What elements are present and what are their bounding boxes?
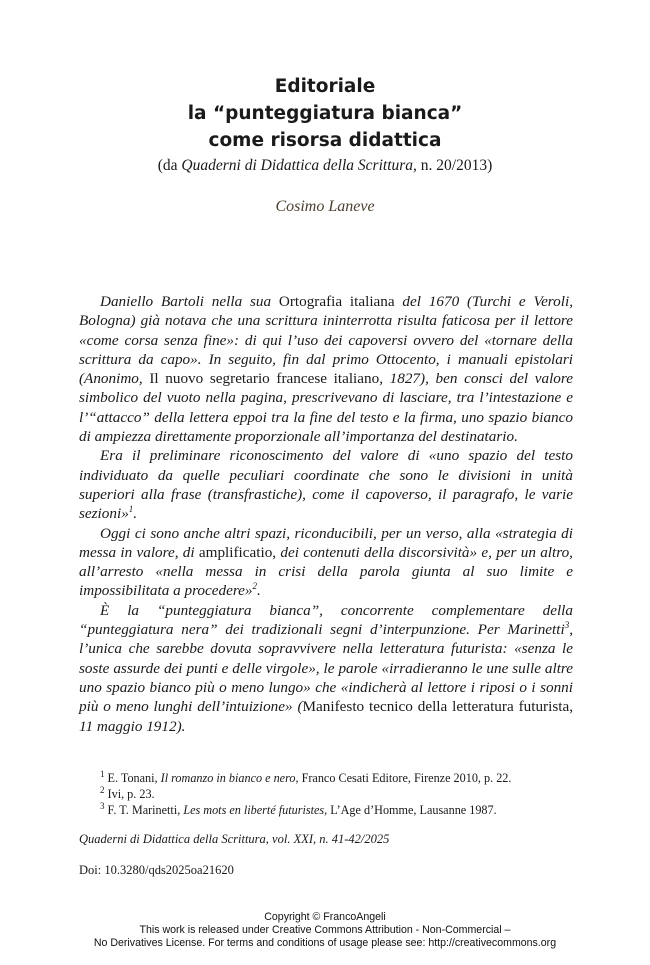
p1-text-c: del 1670 (Turchi e Veroli, Bologna) già notava che una scrittura ininterrotta risulta faticosa per il lettore «come corsa senza fine»: di qui l’uso dei capoversi ovvero del «tornare della scrittura da capo». In seguito, fin dal primo Ottocento, i manuali epistolari (Anonimo, bbox=[79, 293, 573, 388]
p1-text-e: 1827), ben consci del valore simbolico del vuoto nella pagina, prescrivevano di lasciare, tra l’intestazione e l’“attacco” della lettera eppoi tra la fine del testo e la firma, uno spazio bianco di ampiezza direttamente proporzionale all’importanza del destinatario. bbox=[79, 370, 573, 446]
p3-text-c: dei contenuti della discorsività» e, per un altro, all’arresto «nella messa in crisi della parola giunta al suo limite e impossibilitata a procedere» bbox=[79, 543, 573, 600]
p4-text-b: , l’unica che sarebbe dovuta sopravvivere nella letteratura futurista: «senza le soste assurde dei punti e delle virgole», le parole «irradieranno le une sulle altre uno spazio bianco più o meno lungo» che «indicherà al lettore i riposi o i sonni più o meno lunghi dell’intuizione» ( bbox=[79, 621, 573, 716]
footnote-title: Il romanzo in bianco e nero bbox=[160, 771, 296, 785]
footnote-text: E. Tonani, bbox=[104, 771, 161, 785]
footnotes bbox=[100, 770, 580, 818]
footnote-2 bbox=[100, 786, 580, 802]
paragraph-3 bbox=[79, 524, 573, 601]
p3-term-amplificatio: amplificatio, bbox=[198, 543, 277, 561]
footnote-text: , Franco Cesati Editore, Firenze 2010, p. 22. bbox=[295, 771, 512, 785]
p4-text-a: È la “punteggiatura bianca”, concorrente complementare della “punteggiatura nera” dei tradizionali segni d’interpunzione. Per Marinetti bbox=[79, 601, 573, 639]
footnote-ref-2[interactable]: 2 bbox=[252, 581, 258, 592]
footnote-ref-1[interactable]: 1 bbox=[128, 504, 134, 515]
paragraph-1 bbox=[79, 292, 573, 446]
p4-title-manifesto: Manifesto tecnico della letteratura futurista, bbox=[302, 698, 574, 716]
article-body bbox=[79, 292, 573, 736]
source-citation bbox=[0, 156, 650, 176]
footnote-text: Ivi, p. 23. bbox=[104, 787, 155, 801]
title-line-2: la “punteggiatura bianca” bbox=[187, 103, 463, 124]
title-line-1: Editoriale bbox=[274, 76, 376, 97]
p4-text-d: 11 maggio 1912). bbox=[79, 717, 186, 735]
footnote-title: Les mots en liberté futuristes, bbox=[183, 803, 328, 817]
p3-text-d: . bbox=[257, 582, 261, 600]
article-title bbox=[0, 73, 650, 154]
p1-title-segretario: Il nuovo segretario francese italiano, bbox=[149, 370, 383, 388]
footnote-text: F. T. Marinetti, bbox=[104, 803, 184, 817]
p2-text-a: Era il preliminare riconoscimento del valore di «uno spazio del testo individuato da quelle peculiari coordinate che sono le divisioni in unità superiori alla frase (transfrastiche), come il capoverso, il paragrafo, le varie sezioni» bbox=[79, 447, 573, 523]
footnote-number: 2 bbox=[100, 784, 105, 795]
paragraph-4 bbox=[79, 601, 573, 736]
p3-text-a: Oggi ci sono anche altri spazi, riconducibili, per un verso, alla «strategia di messa in valore, di bbox=[79, 524, 573, 561]
journal-reference: Quaderni di Didattica della Scrittura, vol. XXI, n. 41-42/2025 bbox=[79, 832, 390, 846]
source-journal: Quaderni di Didattica della Scrittura, bbox=[181, 157, 417, 174]
license-url-line[interactable]: No Derivatives License. For terms and conditions of usage please see: http://creativecommons.org bbox=[93, 937, 557, 950]
title-line-3: come risorsa didattica bbox=[208, 130, 442, 151]
footnote-ref-3[interactable]: 3 bbox=[564, 619, 570, 630]
footnote-3 bbox=[100, 802, 580, 818]
paragraph-2 bbox=[79, 446, 573, 523]
copyright-line: Copyright © FrancoAngeli bbox=[264, 911, 386, 923]
license-notice bbox=[0, 911, 650, 951]
footnote-number: 3 bbox=[100, 800, 105, 811]
author-name: Cosimo Laneve bbox=[275, 198, 375, 215]
p1-title-ortografia: Ortografia italiana bbox=[278, 293, 395, 310]
footnote-1 bbox=[100, 770, 580, 786]
doi[interactable]: Doi: 10.3280/qds2025oa21620 bbox=[79, 863, 234, 877]
p1-text-a: Daniello Bartoli nella sua bbox=[100, 293, 279, 310]
p2-text-b: . bbox=[133, 505, 138, 523]
license-line: This work is released under Creative Commons Attribution - Non-Commercial – bbox=[139, 924, 511, 937]
footnote-text: L’Age d’Homme, Lausanne 1987. bbox=[327, 803, 497, 817]
footnote-number: 1 bbox=[100, 768, 105, 779]
source-prefix: (da bbox=[157, 157, 182, 174]
source-suffix: n. 20/2013) bbox=[416, 157, 493, 174]
